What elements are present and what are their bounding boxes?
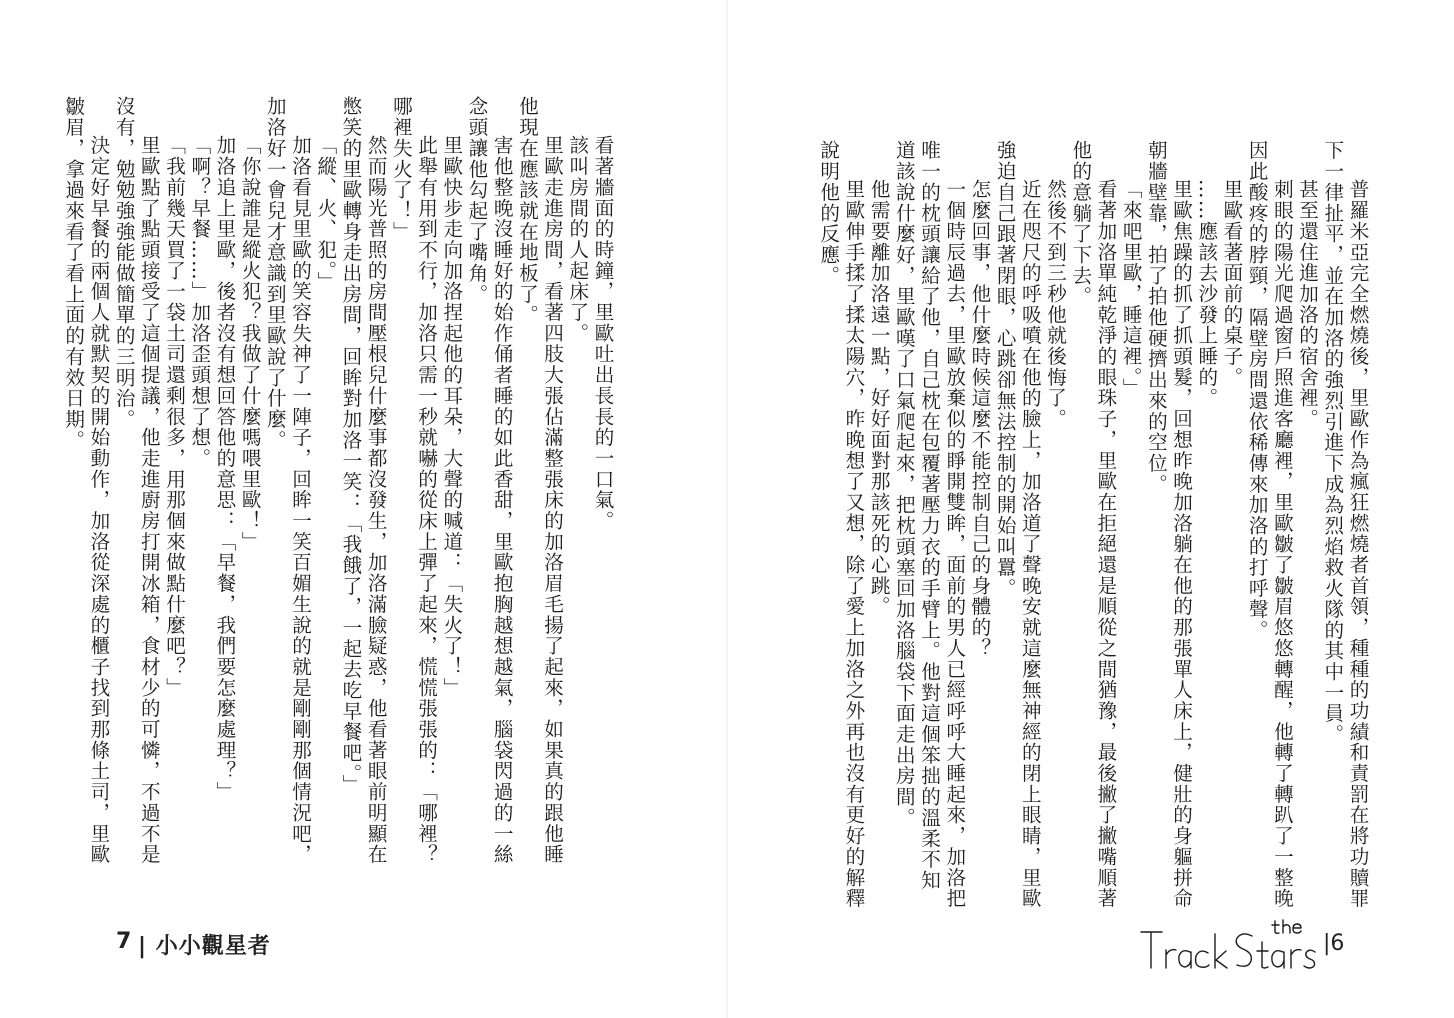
paragraph: 該叫房間的人起床了。: [565, 135, 589, 344]
paragraph: 「我前幾天買了一袋土司還剩很多，用那個來做點什麼吧？」: [162, 135, 186, 699]
paragraph: 看著牆面的時鐘，里歐吐出長長的一口氣。: [591, 135, 614, 532]
page-number-right: [1323, 931, 1344, 956]
paragraph: 「縱、火、犯。」: [313, 135, 337, 293]
track-stars-logo: [1138, 860, 1320, 976]
paragraph: ……應該去沙發上睡的。: [1194, 179, 1218, 409]
paragraph: 決定好早餐的兩個人就默契的開始動作，加洛從深處的櫃子找到那條土司，里歐皺眉，拿過來看了看上面的有效日期。: [61, 96, 110, 865]
paragraph: 此舉有用到不行，加洛只需一秒就嚇的從床上彈了起來，慌慌張張的：「哪裡？哪裡失火了！」: [389, 96, 438, 865]
paragraph: 他需要離加洛遠一點，好好面對那該死的心跳。: [867, 179, 891, 618]
paragraph: 然後不到三秒他就後悔了。: [1043, 179, 1067, 430]
paragraph: 里歐伸手揉了揉太陽穴，昨晚想了又想，除了愛上加洛之外再也沒有更好的解釋說明他的反應。: [816, 140, 865, 909]
logo-text: the Track Stars: [1228, 860, 1236, 861]
paragraph: 里歐點了點頭接受了這個提議，他走進廚房打開冰箱，食材少的可憐，不過不是沒有，勉勉強強能做簡單的三明治。: [112, 96, 161, 865]
paragraph: 里歐看著面前的桌子。: [1219, 179, 1243, 388]
paragraph: 里歐焦躁的抓了抓頭髮，回想昨晚加洛躺在他的那張單人床上，健壯的身軀拼命朝牆壁靠，拍了拍他硬擠出來的空位。: [1144, 140, 1193, 909]
page-number-separator: |: [1323, 931, 1331, 956]
page-number-value: 6: [1330, 931, 1345, 956]
paragraph: 「來吧里歐，睡這裡。」: [1119, 179, 1143, 399]
paragraph: 「啊？早餐……」加洛歪頭想了想。: [187, 135, 211, 469]
paragraph: 看著加洛單純乾淨的眼珠子，里歐在拒絕還是順從之間猶豫，最後撇了撇嘴順著他的意躺了下去。: [1068, 140, 1117, 909]
running-footer-title: [138, 929, 271, 960]
paragraph: 普羅米亞完全燃燒後，里歐作為瘋狂燃燒者首領，種種的功績和責罰在將功贖罪下一律扯平，並在加洛的強烈引進下成為烈焰救火隊的其中一員。: [1320, 140, 1369, 909]
right-page-text: [816, 140, 1370, 910]
paragraph: 甚至還住進加洛的宿舍裡。: [1295, 179, 1319, 430]
left-page-text: [61, 96, 615, 876]
paragraph: 近在咫尺的呼吸噴在他的臉上，加洛道了聲晚安就這麼無神經的閉上眼睛，里歐強迫自己跟著閉眼，心跳卻無法控制的開始叫囂。: [993, 140, 1042, 909]
footer-separator: |: [138, 934, 148, 959]
paragraph: 怎麼回事，他什麼時候這麼不能控制自己的身體的？: [967, 179, 991, 659]
paragraph: 一個時辰過去，里歐放棄似的睜開雙眸，面前的男人已經呼呼大睡起來，加洛把唯一的枕頭讓給了他，自己枕在包覆著壓力衣的手臂上。他對這個笨拙的溫柔不知道該說什麼好，里歐嘆了口氣爬起來，把枕頭塞回加洛腦袋下面走出房間。: [892, 140, 966, 909]
paragraph: 里歐快步走向加洛捏起他的耳朵，大聲的喊道：「失火了！」: [439, 135, 463, 699]
paragraph: 加洛追上里歐，後者沒有想回答他的意思：「早餐，我們要怎麼處理？」: [212, 135, 236, 803]
paragraph: 加洛看見里歐的笑容失神了一陣子，回眸一笑百媚生說的就是剛剛那個情況吧，加洛好一會兒才意識到里歐說了什麼。: [263, 96, 312, 865]
paragraph: 里歐走進房間，看著四肢大張佔滿整張床的加洛眉毛揚了起來，如果真的跟他睡他現在應該就在地板了。: [515, 96, 564, 865]
book-title: 小小觀星者: [155, 934, 271, 959]
right-page: [727, 0, 1454, 1018]
page-number-left: 7: [116, 929, 132, 954]
paragraph: 刺眼的陽光爬過窗戶照進客廳裡，里歐皺了皺眉悠悠轉醒，他轉了轉趴了一整晚因此酸疼的脖頸，隔壁房間還依稀傳來加洛的打呼聲。: [1245, 140, 1294, 909]
paragraph: 害他整晚沒睡好的始作俑者睡的如此香甜，里歐抱胸越想越氣，腦袋閃過的一絲念頭讓他勾起了嘴角。: [464, 96, 514, 865]
paragraph: 然而陽光普照的房間壓根兒什麼事都沒發生，加洛滿臉疑惑，他看著眼前明顯在憋笑的里歐轉身走出房間，回眸對加洛一笑：「我餓了，一起去吃早餐吧。」: [338, 96, 388, 865]
paragraph: 「你說誰是縱火犯？我做了什麼嗎喂里歐！」: [238, 135, 262, 553]
